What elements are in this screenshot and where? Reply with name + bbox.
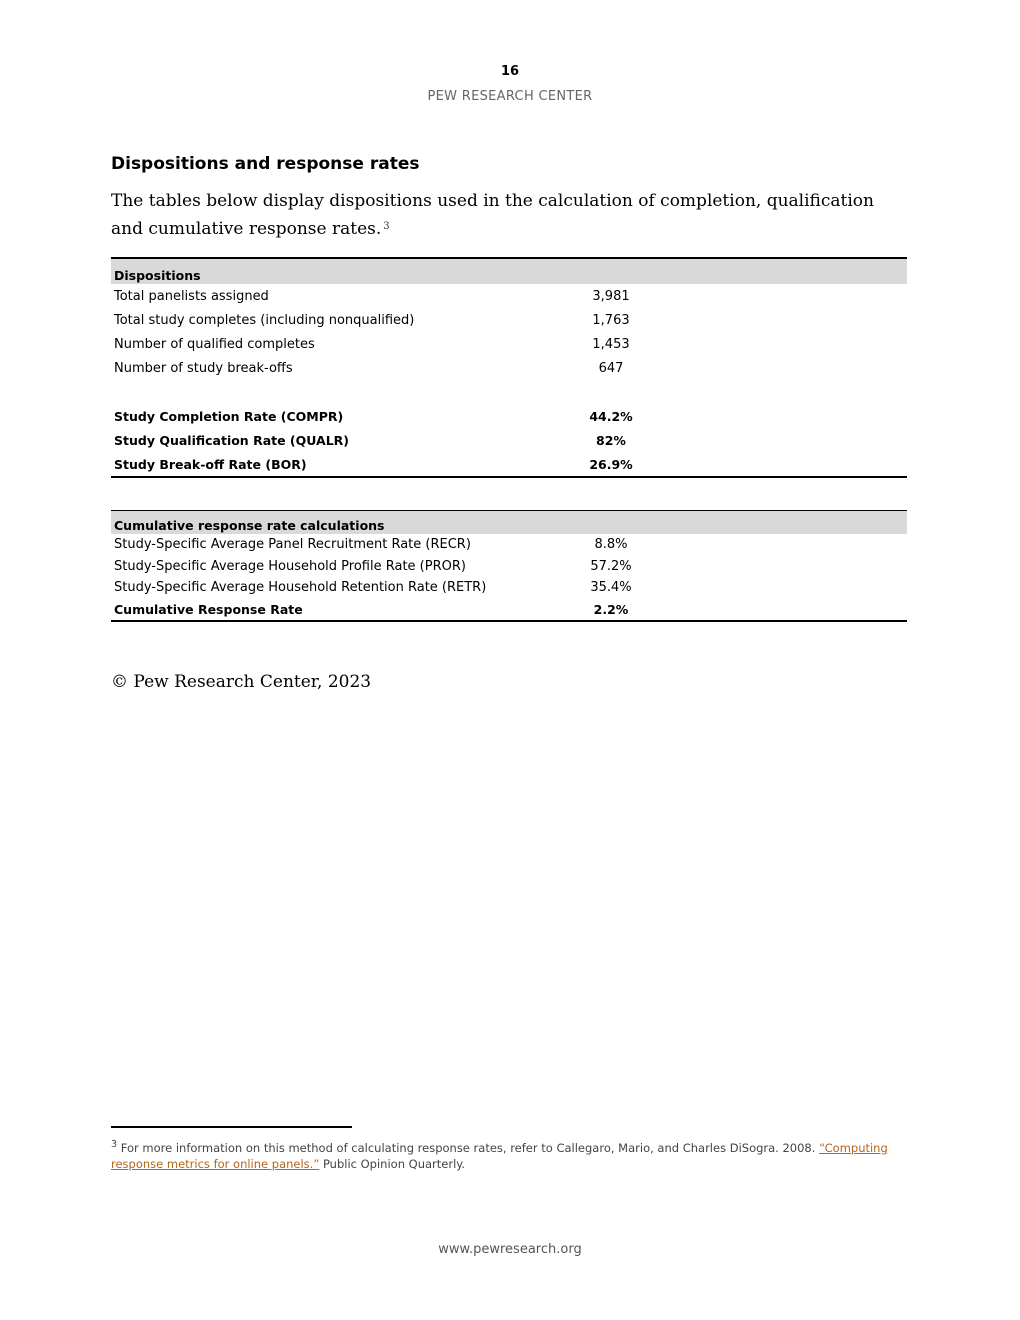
table-row <box>111 284 907 308</box>
rate-row <box>111 428 907 452</box>
rate-value: 44.2% <box>589 408 633 424</box>
table-row <box>111 332 907 356</box>
rate-value: 26.9% <box>589 456 633 472</box>
rate-row <box>111 404 907 428</box>
row-value: 1,453 <box>592 336 630 352</box>
footnote-text: For more information on this method of calculating response rates, refer to Callegaro, Mario, and Charles DiSogra. 2008. <box>120 1140 816 1155</box>
rate-label: Study Qualification Rate (QUALR) <box>114 432 350 448</box>
intro-paragraph <box>111 188 911 242</box>
footnote-marker: 3 <box>111 1139 118 1150</box>
table-header-row <box>111 258 907 284</box>
footnote-link[interactable]: “Computing response metrics for online panels.” <box>111 1140 888 1171</box>
row-label: Study-Specific Average Household Profile Rate (PROR) <box>114 558 466 574</box>
footnote-source: Public Opinion Quarterly. <box>322 1156 466 1171</box>
rate-value: 82% <box>596 432 626 448</box>
row-value: 1,763 <box>592 312 630 328</box>
blank-row <box>111 380 907 404</box>
row-label: Study-Specific Average Panel Recruitment Rate (RECR) <box>114 537 471 553</box>
page-number: 16 <box>500 64 520 79</box>
copyright-notice: © Pew Research Center, 2023 <box>111 672 372 692</box>
footnote-divider <box>111 1126 352 1128</box>
row-value: 8.8% <box>594 537 628 553</box>
row-label: Study-Specific Average Household Retention Rate (RETR) <box>114 580 487 596</box>
rate-label: Study Break-off Rate (BOR) <box>114 456 307 472</box>
row-value: 647 <box>598 360 624 376</box>
footnote-reference[interactable]: 3 <box>383 221 390 232</box>
section-title: Dispositions and response rates <box>111 154 420 174</box>
dispositions-table <box>111 257 907 478</box>
table-row <box>111 534 907 556</box>
total-value: 2.2% <box>593 601 629 617</box>
website-footer[interactable]: www.pewresearch.org <box>438 1242 582 1257</box>
dispositions-header: Dispositions <box>111 258 511 284</box>
row-label: Total study completes (including nonqualified) <box>114 312 415 328</box>
rate-row <box>111 452 907 477</box>
total-label: Cumulative Response Rate <box>114 601 303 617</box>
table-row <box>111 556 907 578</box>
row-value: 3,981 <box>592 288 630 304</box>
table-row <box>111 356 907 380</box>
table-row <box>111 308 907 332</box>
row-value: 35.4% <box>590 580 632 596</box>
cumulative-header: Cumulative response rate calculations <box>111 511 511 535</box>
table-row <box>111 577 907 599</box>
row-value: 57.2% <box>590 558 632 574</box>
row-label: Total panelists assigned <box>114 288 269 304</box>
intro-text: The tables below display dispositions used in the calculation of completion, qualification and cumulative response rates. <box>111 191 874 239</box>
footnote <box>111 1137 891 1172</box>
cumulative-table <box>111 510 907 622</box>
total-row <box>111 599 907 622</box>
organization-header: PEW RESEARCH CENTER <box>427 89 593 104</box>
rate-label: Study Completion Rate (COMPR) <box>114 408 344 424</box>
row-label: Number of study break-offs <box>114 360 293 376</box>
table-header-row <box>111 511 907 535</box>
row-label: Number of qualified completes <box>114 336 315 352</box>
